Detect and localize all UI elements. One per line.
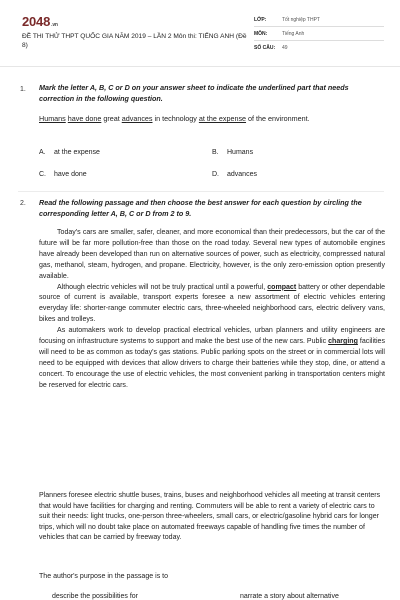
passage-paragraph: As automakers work to develop practical electrical vehicles, urban planners and utility engineers are focusing on infrastructure systems to support and make the best use of the new cars. Public charging facilities will need to be as common as today's gas stations. Public parking spots on the street or in commercial lots will need to be equipped with devices that allow drivers to charge their batteries while they stop, dine, or attend a concert. To encourage the use of electric vehicles, the most convenient parking in transportation centers might be reserved for electric cars. — [39, 327, 385, 389]
underlined-part-d: at the expense — [198, 114, 247, 123]
meta-count: SỐ CÂU: 49 — [254, 45, 288, 51]
question-divider — [18, 191, 384, 192]
reading-passage — [39, 228, 385, 392]
answer-option-b[interactable]: narrate a story about alternative — [240, 593, 339, 600]
highlighted-word: charging — [328, 338, 358, 346]
question-number: 2. — [20, 200, 26, 207]
site-logo[interactable] — [22, 14, 58, 29]
meta-class: LỚP: Tốt nghiệp THPT — [254, 17, 320, 23]
logo-suffix: .vn — [51, 22, 58, 28]
meta-divider — [254, 26, 384, 27]
passage-paragraph: Today's cars are smaller, safer, cleaner, and more economical than their predecessors, but the car of the future will be far more pollution-free than those on the road today. Several new types of automobile engines have already been developed than run on alternative sources of power, such as electricity, compressed natural gas, methanol, steam, hydrogen, and propane. Electricity, however, is the only zero-emission option presently available. — [39, 229, 385, 280]
sub-question-text: The author's purpose in the passage is to — [39, 573, 169, 580]
passage-paragraph: Planners foresee electric shuttle buses, trains, buses and neighborhood vehicles all meeting at transit centers that would have facilities for charging and renting. Commuters will be able to rent a variety of electric cars to suit their needs: light trucks, one-person three-wheelers, small cars, or electric/gasoline hybrid cars for longer trips, which will no doubt take place on automated freeways capable of handling five times the number of vehicles that can be carried by freeway today. — [39, 492, 381, 542]
meta-subject: MÔN: Tiếng Anh — [254, 31, 305, 37]
logo-text: 2048 — [22, 14, 51, 29]
question-instruction: Read the following passage and then choose the best answer for each question by circling the corresponding letter A, B, C or D from 2 to 9. — [39, 198, 362, 218]
question-number: 1. — [20, 86, 26, 93]
underlined-part-b: have done — [67, 114, 102, 123]
question-sentence: Humans have done great advances in technology at the expense of the environment. — [39, 114, 310, 123]
answer-option-b[interactable]: B. Humans — [212, 149, 254, 156]
passage-paragraph: Although electric vehicles will not be truly practical until a powerful, compact battery or other dependable source of current is available, transport experts foresee a new assortment of electric vehicles entering everyday life: shorter-range commuter electric cars, three-wheeled neighborhood cars, electric delivery vans, bikes and trolleys. — [39, 283, 385, 324]
exam-title: ĐỀ THI THỬ THPT QUỐC GIA NĂM 2019 – LẦN 2 Môn thi: TIẾNG ANH (Đề 8) — [22, 33, 247, 49]
answer-option-d[interactable]: D. advances — [212, 171, 257, 178]
header-divider — [0, 66, 400, 67]
underlined-part-c: advances — [121, 114, 153, 123]
header — [0, 0, 400, 62]
answer-option-a[interactable]: A. at the expense — [39, 149, 100, 156]
question-instruction: Mark the letter A, B, C or D on your answer sheet to indicate the underlined part that needs correction in the following question. — [39, 83, 349, 103]
meta-divider — [254, 40, 384, 41]
underlined-part-a: Humans — [39, 114, 66, 123]
answer-option-c[interactable]: C. have done — [39, 171, 87, 178]
highlighted-word: compact — [267, 283, 297, 291]
answer-option-a[interactable]: describe the possibilities for — [52, 593, 138, 600]
